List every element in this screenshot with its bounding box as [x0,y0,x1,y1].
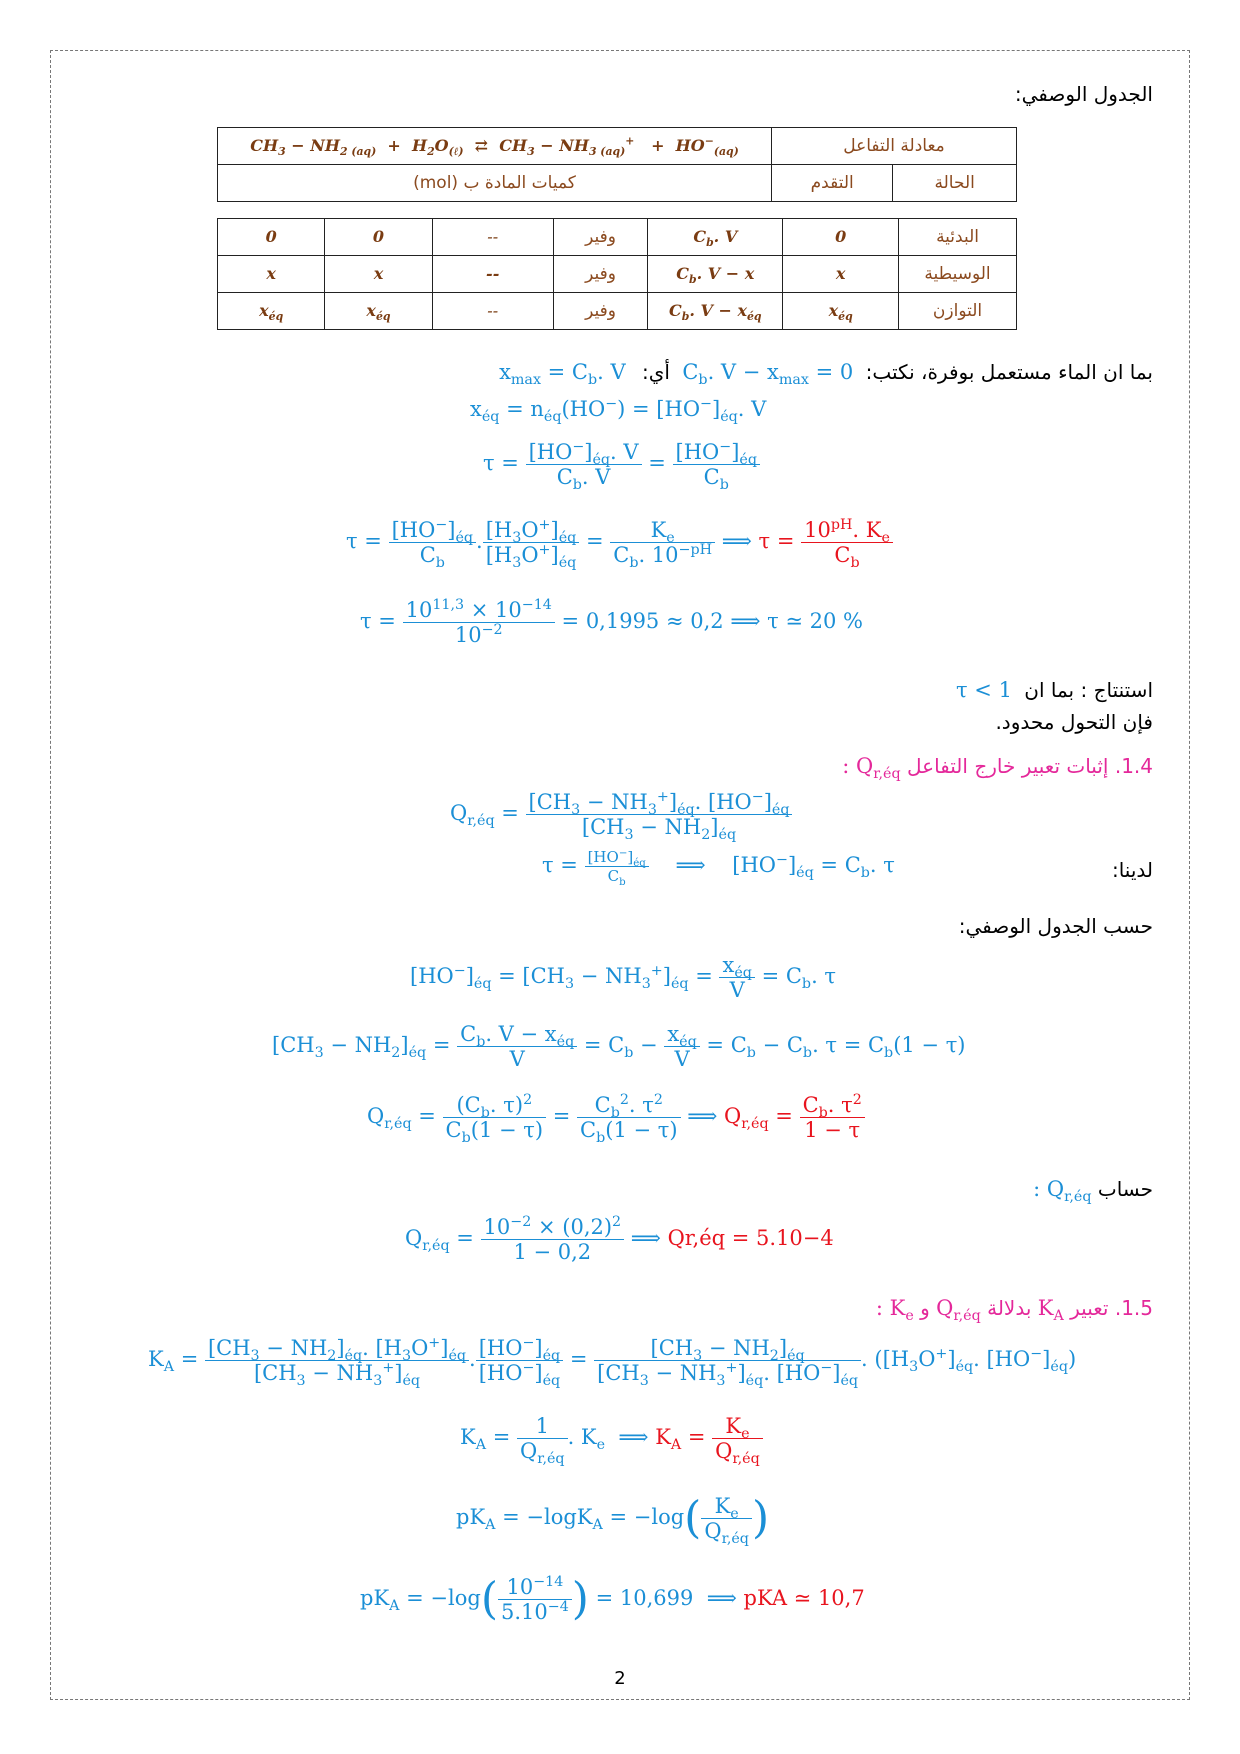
pka-numeric: $pK_A = -\log$( $\frac{10^{-14}}{5.10^{-4}}$ ) = 10,699 ⟹ pKA ≃ 10,7 [360,1573,865,1625]
tau-equation-1: τ = $\frac{[HO^-]_{éq}. V}{C_b. V}$ = $\frac{[HO^-]_{éq}}{C_b}$ [483,440,760,489]
pka-final: pKA ≃ 10,7 [743,1586,865,1610]
section-1-4-text: 1.4. إثبات تعبير خارج التفاعل [906,754,1153,778]
q-expression: $Q_{r,éq}$ = $\frac{[CH_3 - NH_3^+]_{éq}. [HO^-]_{éq}}{[CH_3 - NH_2]_{éq}}$ [450,790,792,839]
concentration-equation-1: $[HO^-]_{éq} = [CH_3 - NH_3^+]_{éq}$ = $\frac{x_{éq}}{V}$ = $C_b$. τ [410,953,837,1002]
pka-expression: $pK_A = -\log K_A = -\log$( $\frac{K_e}{Q_{r,éq}}$ ) [456,1492,770,1548]
hisab-line: حساب $Q_{r,éq}$ : [1033,1177,1153,1206]
water-line: بما ان الماء مستعمل بوفرة، نكتب: $C_b$. $V - x_{max} = 0$ أي: $x_{max} = C_b$. V [499,360,1153,389]
ka-expression: $K_A$ = $\frac{[CH_3 - NH_2]_{éq}. [H_3O^+]_{éq}}{[CH_3 - NH_3^+]_{éq}}$ . $\frac{[HO^-]_{éq}}{[HO^-]_{éq}}$ = $\frac{[CH_3 - NH_2]_{éq}}{[CH_3 - NH_3^+]_{éq}. [HO^-]_{éq}}$ . ($[H_3O^+]_{éq}$. $[HO^-]_{éq}$) [148,1335,1077,1390]
table-row: x x -- وفير $C_b$. V − x x الوسيطية [218,256,1017,293]
progress-table [217,127,1017,202]
tau-numeric: τ = $\frac{10^{11,3} \times 10^{-14}}{10^{-2}}$ = 0,1995 ≈ 0,2 ⟹ τ ≃ 20 % [360,597,864,647]
ladayna-text: لدينا: [1111,858,1153,882]
conclusion: استنتاج : بما ان τ < 1 [956,678,1153,702]
xeq-equation: $x_{éq} = n_{éq}(HO^-) = [HO^-]_{éq}$. V [470,396,767,426]
table-cell: وفير [553,293,648,330]
tau-result: = 0,1995 ≈ 0,2 ⟹ τ ≃ 20 % [561,609,864,633]
q-tau-equation: $Q_{r,éq}$ = $\frac{(C_b. \tau)^2}{C_b(1 - \tau)}$ = $\frac{C_b^2. \tau^2}{C_b(1 - \tau)}$ ⟹ $Q_{r,éq}$ = $\frac{C_b. \tau^2}{1 - \tau}$ [367,1093,865,1142]
table-cell: التوازن [899,293,1017,330]
ka-q-relation: $K_A$ = $\frac{1}{Q_{r,éq}}$ . $K_e$ ⟹ $K_A$ = $\frac{K_e}{Q_{r,éq}}$ [460,1414,763,1463]
hisab-text: حساب [1097,1177,1153,1201]
table-cell: الوسيطية [899,256,1017,293]
conclusion-pre: استنتاج : بما ان [1024,678,1153,702]
progress-table-body [217,218,1017,330]
table-cell-equation: $CH_3 - NH_{2 (aq)} + H_2O_{(\ell)}$ ⇄ $CH_3 - NH_{3 (aq)}^+ + HO^-_{(aq)}$ [218,128,772,165]
table-cell: وفير [553,256,648,293]
table-cell-advance: التقدم [772,165,893,202]
table-cell: وفير [553,219,648,256]
table-heading: الجدول الوصفي: [1014,82,1153,106]
table-cell-eq-label: معادلة التفاعل [772,128,1017,165]
section-1-5-title: 1.5. تعبير $K_A$ بدلالة $Q_{r,éq}$ و $K_e$ : [875,1296,1153,1325]
pka-result: = 10,699 [595,1586,694,1610]
section-1-5-b: بدلالة [987,1296,1032,1320]
tau-equation-2: τ = $\frac{[HO^-]_{éq}}{C_b}$ . $\frac{[H_3O^+]_{éq}}{[H_3O^+]_{éq}}$ = $\frac{K_e}{C_b. 10^{-pH}}$ ⟹ τ = $\frac{10^{pH}. K_e}{C_b}$ [346,518,893,567]
conclusion-post: فإن التحول محدود. [995,710,1153,734]
section-1-5-a: 1.5. تعبير [1070,1296,1153,1320]
water-text: بما ان الماء مستعمل بوفرة، نكتب: [865,360,1153,384]
q-numeric: $Q_{r,éq}$ = $\frac{10^{-2} \times (0,2)^2}{1 - 0,2}$ ⟹ Qr,éq = 5.10−4 [405,1214,834,1264]
concentration-equation-2: $[CH_3 - NH_2]_{éq}$ = $\frac{C_b. V - x_{éq}}{V}$ = $C_b$ − $\frac{x_{éq}}{V}$ = $C_b - C_b$. $\tau = C_b(1 - \tau)$ [272,1022,966,1071]
table-cell: البدئية [899,219,1017,256]
q-value: Qr,éq = 5.10−4 [667,1226,834,1250]
table-row: $x_{éq}$ $x_{éq}$ -- وفير $C_b$. $V - x_{éq}$ $x_{éq}$ التوازن [218,293,1017,330]
hasab-text: حسب الجدول الوصفي: [958,914,1153,938]
table-cell-quantities: كميات المادة ب (mol) [218,165,772,202]
table-cell-state: الحالة [893,165,1017,202]
section-1-5-c: و [920,1296,930,1320]
page-number: 2 [614,1668,626,1689]
table-row: 0 0 -- وفير $C_b$. V 0 البدئية [218,219,1017,256]
ay-text: أي: [642,360,670,384]
section-1-4-title: 1.4. إثبات تعبير خارج التفاعل $Q_{r,éq}$ : [842,754,1153,783]
tau-relation: τ = $\frac{[HO^-]_{éq}}{C_b}$ ⟹ $[HO^-]_{éq} = C_b$. τ [542,848,895,888]
